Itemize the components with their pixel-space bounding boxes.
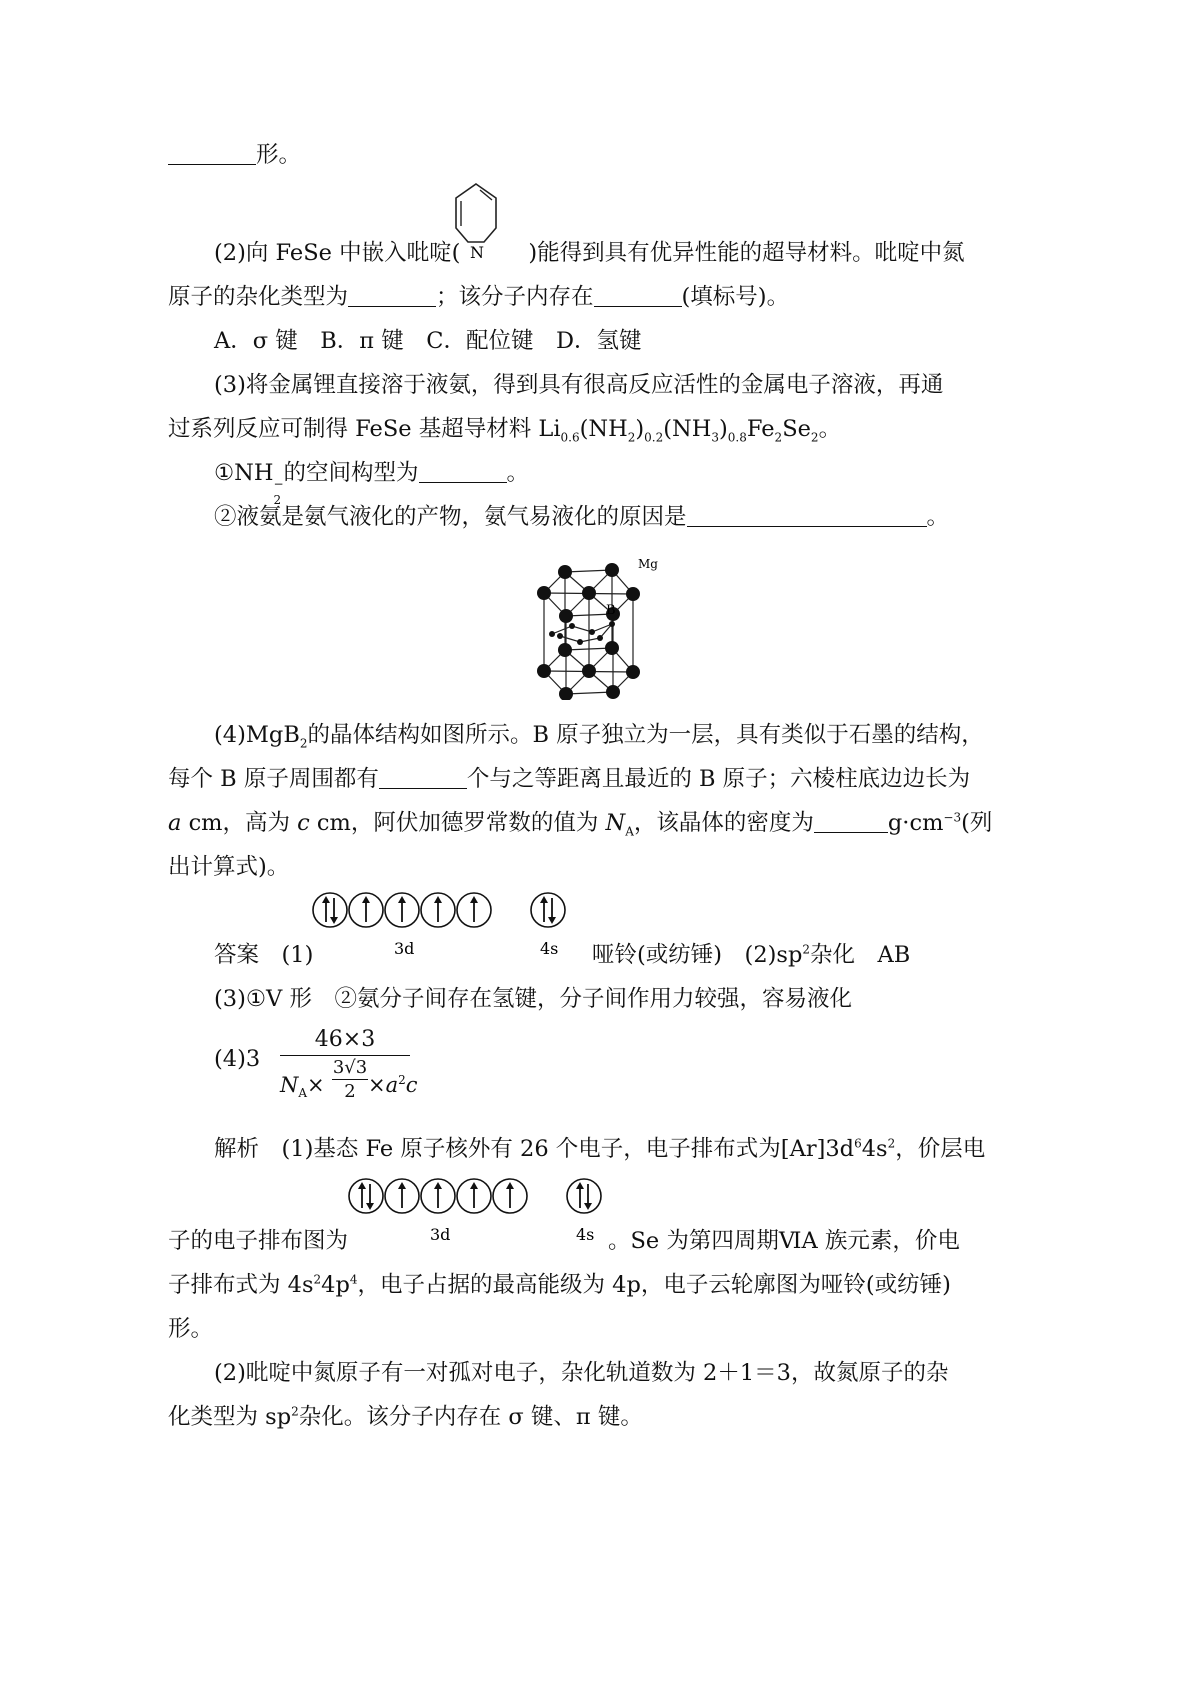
explain-line-1: 解析 (1)基态 Fe 原子核外有 26 个电子，电子排布式为$[Ar]3d^64s^2$，价层电: [214, 1136, 986, 1162]
explain-line-2-tail: 。Se 为第四周期ⅥA 族元素，价电: [608, 1228, 960, 1254]
explain-orbital-diagram: [346, 1176, 616, 1248]
label-3d: 3d: [430, 1225, 451, 1244]
b-label: B: [606, 603, 616, 618]
label-3d: 3d: [394, 939, 415, 958]
q2-line-1: (2)向 FeSe 中嵌入吡啶( )能得到具有优异性能的超导材料。吡啶中氮: [214, 240, 965, 266]
q3-line-2: 过系列反应可制得 FeSe 基超导材料 $Li_{0.6}(NH_2)_{0.2}(NH_3)_{0.8}Fe_2Se_2$。: [168, 416, 842, 445]
q4-line-1: (4)MgB$_2$的晶体结构如图所示。B 原子独立为一层，具有类似于石墨的结构，: [214, 722, 984, 751]
explain-line-4: 形。: [168, 1316, 214, 1342]
label-4s: 4s: [540, 939, 559, 958]
density-fraction: [280, 1026, 418, 1113]
explain-line-2: 子的电子排布图为: [168, 1228, 349, 1254]
q4-line-3: a cm，高为 c cm，阿伏加德罗常数的值为 $N_A$，该晶体的密度为 $g\cdot cm^{-3}$(列: [168, 810, 993, 839]
fraction-numerator: 46×3: [314, 1027, 376, 1052]
fraction-denominator: $N_A\times$ 3√3 2 $\times a^2c$: [280, 1057, 418, 1102]
answer-orbital-diagram: [310, 890, 580, 962]
label-4s: 4s: [576, 1225, 595, 1244]
mgb2-crystal-figure: [500, 552, 680, 700]
nitrogen-label: N: [470, 243, 484, 262]
q4-line-4: 出计算式)。: [168, 854, 290, 880]
explain-line-6: 化类型为 $sp^2$杂化。该分子内存在 σ 键、π 键。: [168, 1404, 643, 1430]
explain-line-3: 子排布式为 $4s^24p^4$，电子占据的最高能级为 4p，电子云轮廓图为哑铃(或纺锤): [168, 1272, 951, 1298]
q3-sub-1: ①NH − 2 的空间构型为 。: [214, 460, 530, 507]
answer-line-1: 答案 (1): [214, 942, 314, 968]
answer-line-3: (4)3: [214, 1046, 261, 1072]
explain-line-5: (2)吡啶中氮原子有一对孤对电子，杂化轨道数为 2＋1＝3，故氮原子的杂: [214, 1360, 949, 1386]
q3-line-1: (3)将金属锂直接溶于液氨，得到具有很高反应活性的金属电子溶液，再通: [214, 372, 944, 398]
fraction-bar: [280, 1055, 410, 1056]
line-1: 形。: [168, 140, 301, 170]
q3-sub-2: ②液氨是氨气液化的产物，氨气易液化的原因是 。: [214, 504, 950, 530]
answer-line-2: (3)①V 形 ②氨分子间存在氢键，分子间作用力较强，容易液化: [214, 986, 852, 1012]
answer-line-1-tail: 哑铃(或纺锤) $(2)sp^2$杂化 AB: [592, 942, 911, 968]
mg-label: Mg: [638, 557, 658, 571]
q2-options: A．σ 键 B．π 键 C．配位键 D．氢键: [214, 328, 642, 354]
q4-line-2: 每个 B 原子周围都有 个与之等距离且最近的 B 原子；六棱柱底边边长为: [168, 766, 971, 792]
blank: [168, 142, 256, 165]
q2-line-2: 原子的杂化类型为 ；该分子内存在 (填标号)。: [168, 284, 790, 310]
